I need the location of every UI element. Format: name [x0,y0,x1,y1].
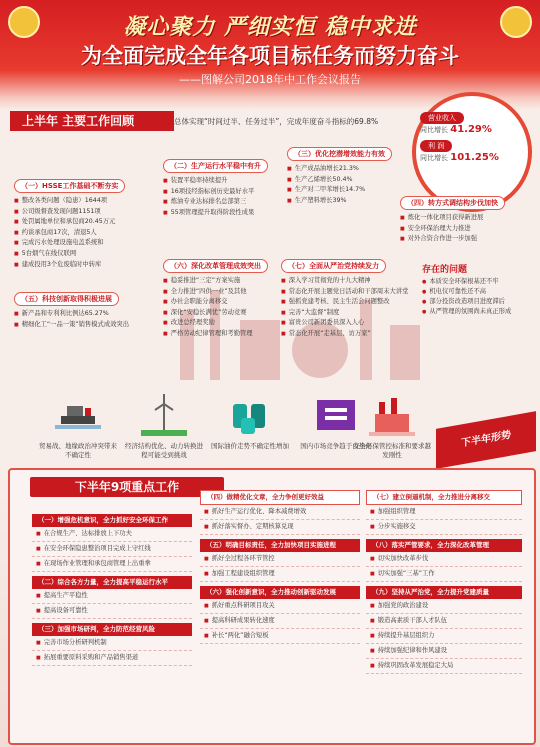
task-item: ■ 切实加强“三基”工作 [366,567,522,582]
task-item: ■ 加强工程建设组织管理 [200,567,360,582]
challenge-label: 国内市场竞争趋于白热化 [300,442,372,450]
list-item: ■ 生产乙烯增长50.4% [287,175,392,186]
task-item: ■ 分步实施移交 [366,520,522,535]
stat-label: 同比增长 [420,126,448,134]
list-item: ■ 严格劳动纪律管理和考勤管理 [163,329,268,340]
list-item: ■ 稳妥推进“三定”方案实施 [163,276,268,287]
list-item: ■ 5台烟气在线仪联网 [14,249,125,260]
factory-icon [369,394,415,436]
challenges-badge: 下半年形势 [436,411,536,469]
task-group-4 [200,490,360,535]
challenge-label: 国际油价走势不确定性增加 [211,442,289,450]
task-item: ■ 抓好落实督办、定期核算兑现 [200,520,360,535]
task-item: ■ 在现场作业管理和承包商管理上出重拳 [32,557,192,572]
task-item: ■ 提高设备可靠性 [32,604,192,619]
issue-item: ● 本质安全环保根基还不牢 [422,277,530,287]
review-section-7 [281,253,408,340]
first-half-tag: 上半年 主要工作回顾 [10,111,174,131]
task-group-1 [32,514,192,572]
task-item: ■ 提高科研成果转化速度 [200,614,360,629]
barrels-icon [227,394,273,436]
task-item: ■ 在安全环保隐患整治项目完成上守红线 [32,542,192,557]
issue-item: ● 部分投资改造项目进度滞后 [422,297,530,307]
ship-icon [55,394,101,436]
challenge-economy [124,394,204,460]
review-section-2 [163,153,268,218]
list-item: ■ 生产塑料增长39% [287,196,392,207]
section-title: （三）优化挖潜增效能力有效 [287,147,392,161]
list-item: ■ 完善“大监督”制度 [281,308,408,319]
task-item: ■ 提高生产平稳性 [32,589,192,604]
task-title: （九）坚持从严治党，全力提升党建质量 [366,586,522,599]
challenge-label: 安全环保管控标准和要求越发刚性 [353,442,431,459]
task-title: （四）做精优化文章，全力争创更好效益 [200,490,360,505]
review-section-1 [14,173,125,270]
task-item: ■ 拓展重要原料采购和产品销售渠道 [32,651,192,666]
list-item: ■ 深化“安稳长满优”劳动竞赛 [163,308,268,319]
summary-text: 总体实现“时间过半、任务过半”，完成年度奋斗指标的69.8% [174,117,379,126]
task-group-3 [32,623,192,666]
task-item: ■ 加强党的政治建设 [366,599,522,614]
column-middle [200,490,360,648]
list-item: ■ 处罚属地单位和承包商20.45万元 [14,217,125,228]
slogan: 凝心聚力 严细实恒 稳中求进 [123,14,417,40]
list-item: ■ 办社会职能分离移交 [163,297,268,308]
stat-profit [420,140,499,163]
column-left [32,514,192,670]
stat-value: 41.29% [450,124,492,135]
list-item: ■ 整改各类问题（隐患）1644项 [14,196,125,207]
task-item: ■ 完善市场分析研判机制 [32,636,192,651]
list-item: ■ 深入学习贯彻党的十九大精神 [281,276,408,287]
challenge-trade [38,394,118,460]
wind-turbine-icon [141,394,187,436]
issues-panel [422,262,530,317]
task-group-8 [366,539,522,582]
list-item: ■ 富贵公司新团委员深入人心 [281,318,408,329]
stat-key: 利 润 [420,140,452,152]
section-title: （四）转方式调结构步伐加快 [400,196,505,210]
list-item: ■ 常态化开展“走基层、访万家” [281,329,408,340]
stat-value: 101.25% [450,152,499,163]
task-group-6 [200,586,360,644]
list-item: ■ 精细化工“一品一策”销售模式成效突出 [14,320,129,331]
list-item: ■ 炼油专业达标排名总部第三 [163,197,268,208]
challenge-safety [352,394,432,460]
list-item: ■ 炼化一体化项目获得新进展 [400,213,505,224]
task-title: （七）建立倒逼机制，全力推进分离移交 [366,490,522,505]
task-title: （一）增强危机意识，全力抓好安全环保工作 [32,514,192,527]
section-title: （五）科技创新取得积极进展 [14,292,119,306]
stat-revenue [420,112,492,135]
subheadline: ——图解公司2018年中工作会议报告 [179,73,361,86]
challenge-label: 贸易战、地缘政治冲突带来不确定性 [39,442,117,459]
headline: 为全面完成全年各项目标任务而努力奋斗 [81,43,459,68]
task-group-7 [366,490,522,535]
task-item: ■ 持续巩固改革发展稳定大局 [366,659,522,674]
challenge-oil-price [210,394,290,451]
task-item: ■ 持续加强纪律和作风建设 [366,644,522,659]
review-section-3 [287,141,392,206]
list-item: ■ 改进总经理奖励 [163,318,268,329]
task-title: （八）落实严管要求，全力深化改革管理 [366,539,522,552]
section-title: （七）全面从严治党持续发力 [281,259,386,273]
second-half-tag: 下半年9项重点工作 [30,477,224,497]
list-item: ■ 安全环保治理大力推进 [400,224,505,235]
stat-label: 同比增长 [420,154,448,162]
review-section-4 [400,190,505,245]
task-item: ■ 加强组织管理 [366,505,522,520]
section-title: （二）生产运行水平稳中有升 [163,159,268,173]
task-title: （五）明确目标责任，全力加快项目实施进程 [200,539,360,552]
task-item: ■ 锻造高素质干部人才队伍 [366,614,522,629]
list-item: ■ 16项技经指标创历史最好水平 [163,187,268,198]
section-title: （一）HSSE工作基础不断夯实 [14,179,125,193]
issue-item: ● 从严管理的氛围尚未真正形成 [422,307,530,317]
task-group-5 [200,539,360,582]
task-title: （三）加强市场研判，全力防范经营风险 [32,623,192,636]
stat-key: 营业收入 [420,112,464,124]
task-title: （二）综合各方力量，全力提高平稳运行水平 [32,576,192,589]
task-item: ■ 切实加快改革步伐 [366,552,522,567]
task-title: （六）强化创新意识，全力推动创新驱动发展 [200,586,360,599]
issues-title: 存在的问题 [422,265,468,275]
issue-item: ● 机电仪可靠性还不高 [422,287,530,297]
review-section-6 [163,253,268,340]
section-title: （六）深化改革管理成效突出 [163,259,268,273]
task-group-9 [366,586,522,674]
review-section-5 [14,286,129,330]
task-item: ■ 持续提升基层组织力 [366,629,522,644]
list-item: ■ 公司级督查发现问题1151项 [14,207,125,218]
list-item: ■ 约谈承包商17次，清退5人 [14,228,125,239]
list-item: ■ 生产对二甲苯增长14.7% [287,185,392,196]
column-right [366,490,522,678]
list-item: ■ 新产品和专利利比例达65.27% [14,309,129,320]
task-item: ■ 补长“两化”融合短板 [200,629,360,644]
list-item: ■ 全力推进“四供一业”及其他 [163,287,268,298]
task-item: ■ 抓好重点科研项目攻关 [200,599,360,614]
list-item: ■ 生产成品油增长21.3% [287,164,392,175]
list-item: ■ 对外合资合作进一步加强 [400,234,505,245]
header-banner [0,0,540,98]
task-item: ■ 在合规生产、达标排放上下功夫 [32,527,192,542]
task-item: ■ 抓好全过程各环节管控 [200,552,360,567]
list-item: ■ 建成投用3个危废临时中转库 [14,260,125,271]
list-item: ■ 强抓党建考核、民主生活会问题整改 [281,297,408,308]
task-item: ■ 抓好生产运行优化、降本减费增效 [200,505,360,520]
challenge-label: 经济结构优化、动力转换进程可能受到挑战 [125,442,203,459]
list-item: ■ 装置平稳率持续提升 [163,176,268,187]
task-group-2 [32,576,192,619]
list-item: ■ 完成污水处理设施电盖系统和 [14,238,125,249]
list-item: ■ 55项管理提升取得阶段性成果 [163,208,268,219]
list-item: ■ 常态化开展主题党日活动和干部周末大讲堂 [281,287,408,298]
